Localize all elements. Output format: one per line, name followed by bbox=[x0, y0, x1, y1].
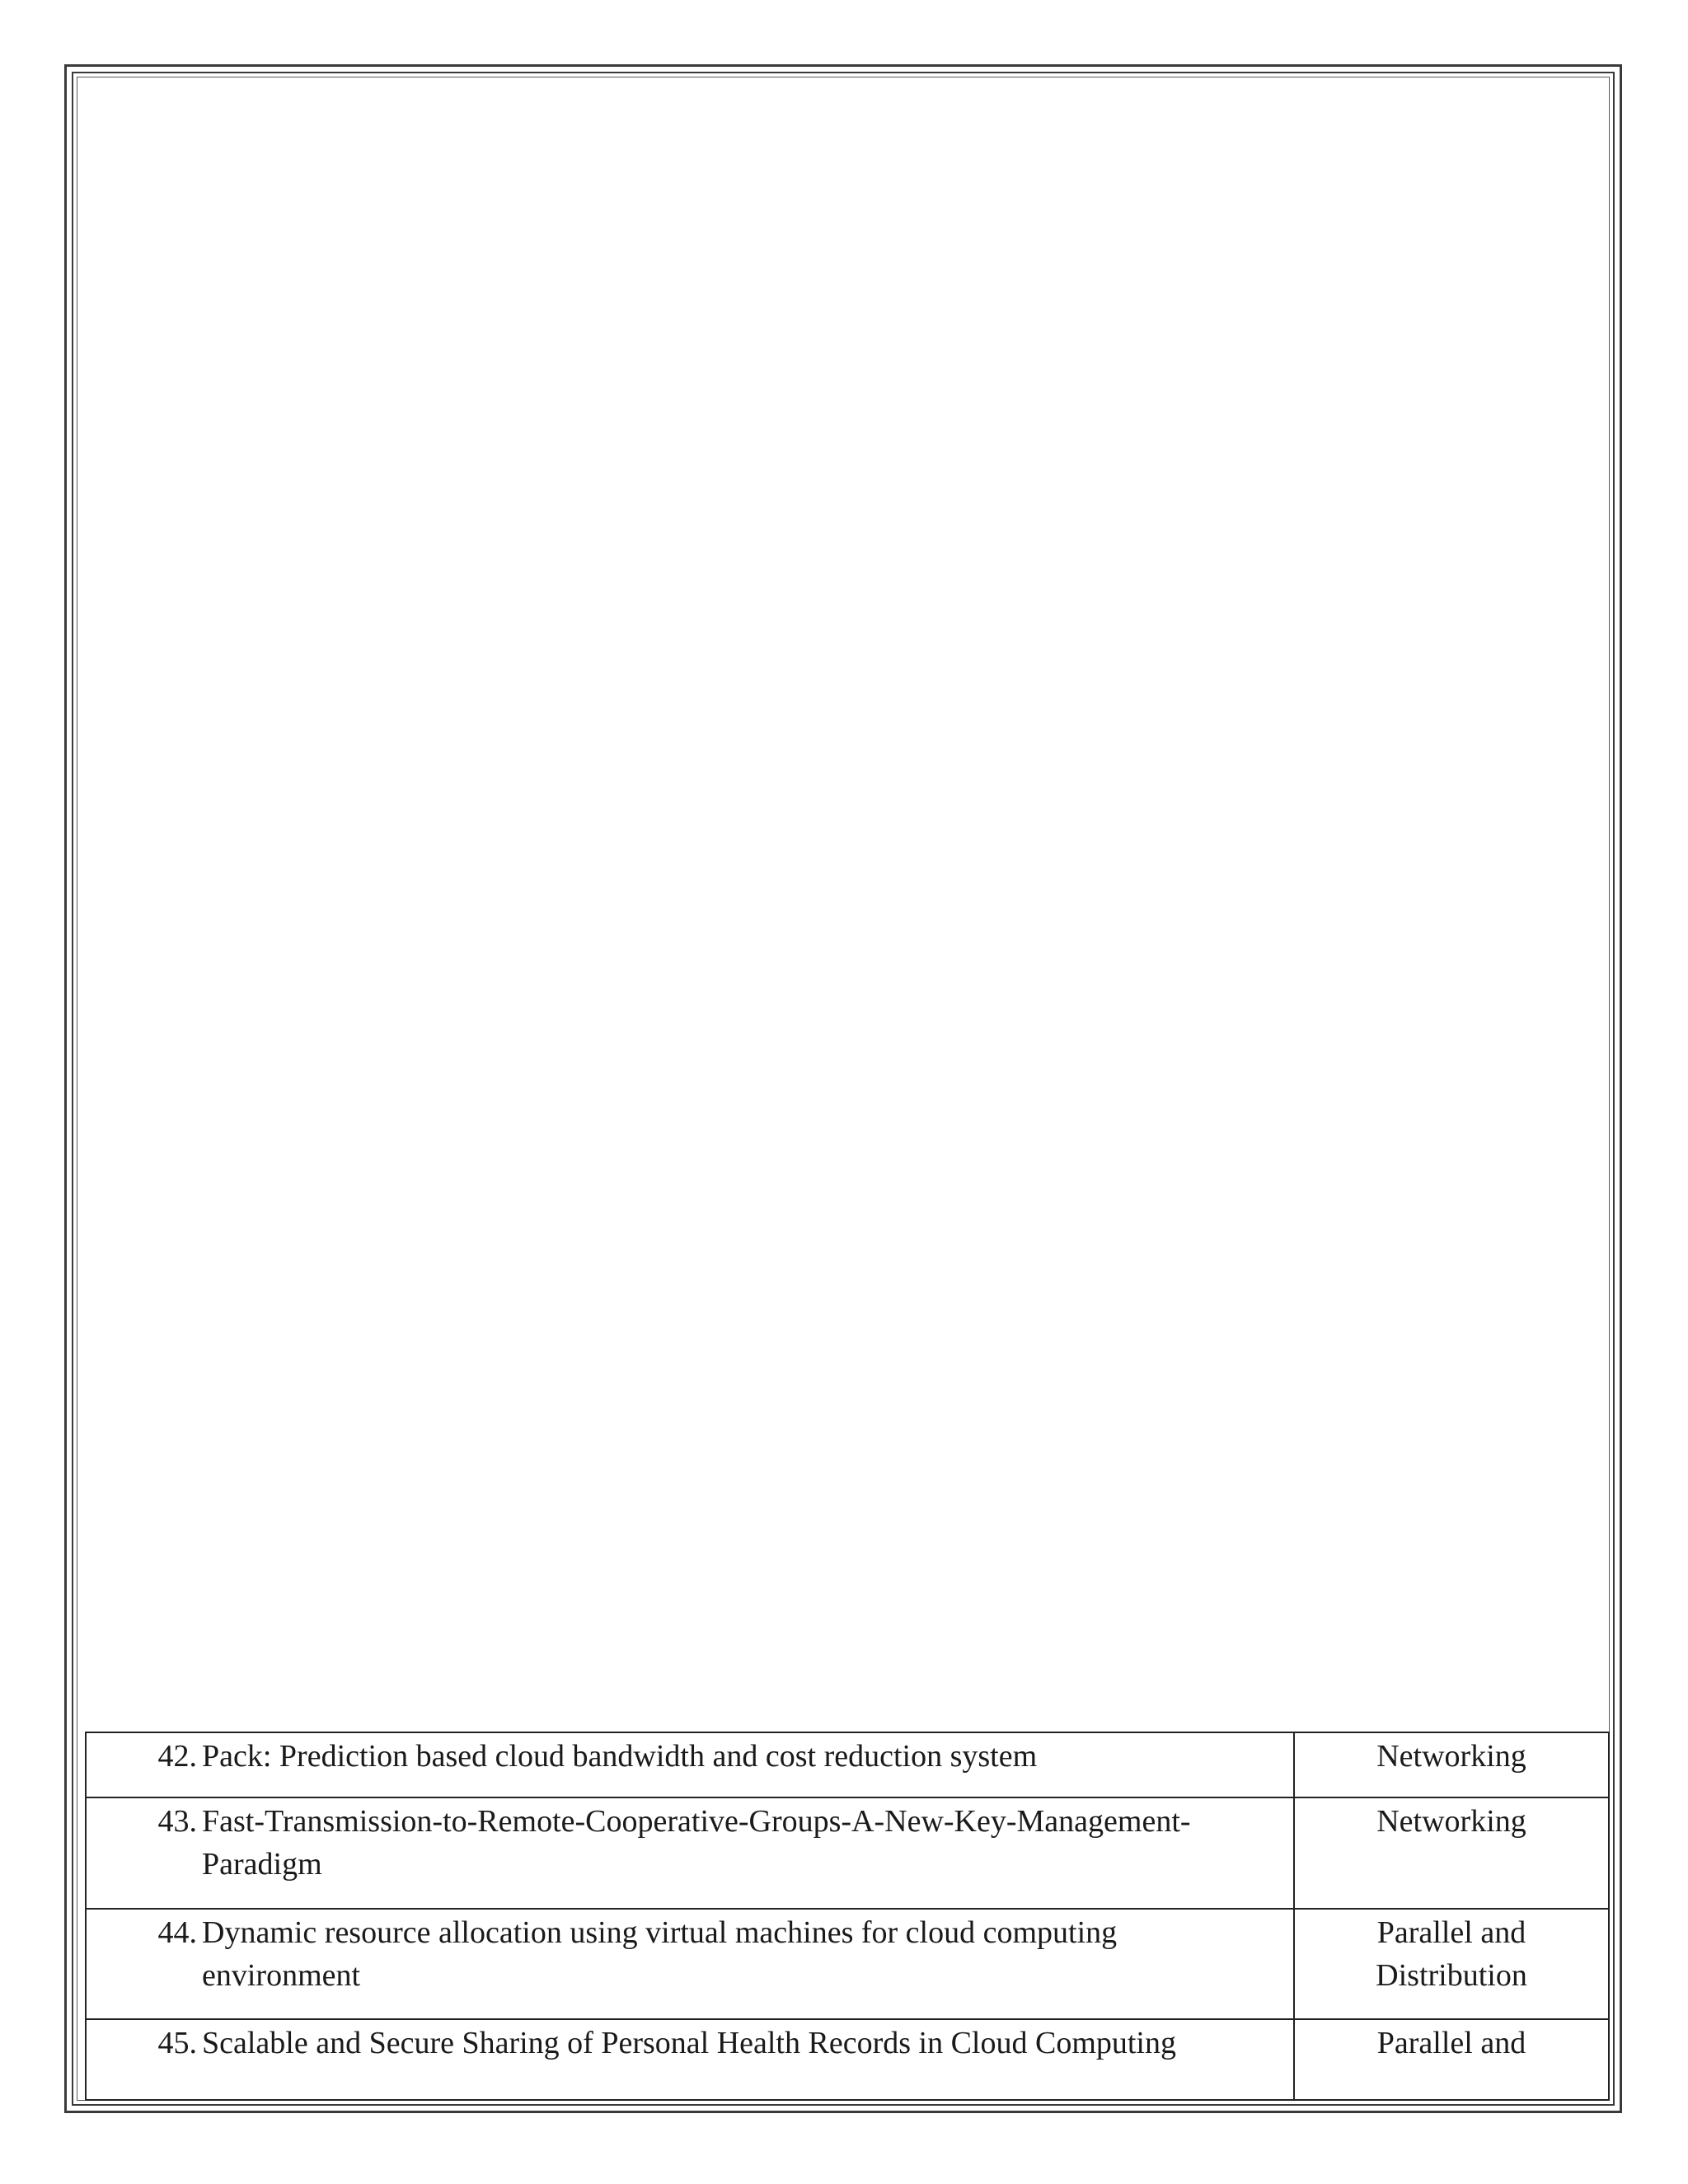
table-row bbox=[86, 1797, 1609, 1909]
topic-title-line: Paradigm bbox=[202, 1847, 322, 1882]
topic-area-cell bbox=[1294, 1797, 1609, 1909]
topic-area-line: Parallel and bbox=[1376, 2026, 1526, 2060]
table-row bbox=[86, 1732, 1609, 1797]
topic-area-cell bbox=[1294, 1732, 1609, 1797]
topic-title-line: Fast-Transmission-to-Remote-Cooperative-Groups-A-New-Key-Management- bbox=[202, 1804, 1191, 1839]
topic-number: 44. bbox=[157, 1915, 197, 1950]
topic-area-line: Distribution bbox=[1376, 1958, 1527, 1993]
topic-title bbox=[202, 1800, 1293, 1886]
topic-title bbox=[202, 1735, 1293, 1778]
topic-area-line: Networking bbox=[1376, 1739, 1526, 1774]
topic-title-line: environment bbox=[202, 1958, 361, 1993]
topic-area-line: Networking bbox=[1376, 1804, 1526, 1839]
topic-area-cell bbox=[1294, 1909, 1609, 2019]
topic-title-cell bbox=[86, 1732, 1294, 1797]
project-topics-table bbox=[85, 1732, 1610, 2101]
topic-title bbox=[202, 2022, 1293, 2064]
topic-title-cell bbox=[86, 1909, 1294, 2019]
topic-title-line: Scalable and Secure Sharing of Personal Health Records in Cloud Computing bbox=[202, 2026, 1176, 2060]
topic-number: 45. bbox=[157, 2026, 197, 2060]
topic-area-line: Parallel and bbox=[1376, 1915, 1526, 1950]
topic-title-line: Dynamic resource allocation using virtual machines for cloud computing bbox=[202, 1915, 1118, 1950]
topic-title-cell bbox=[86, 2019, 1294, 2100]
table-row bbox=[86, 2019, 1609, 2100]
topic-number: 42. bbox=[157, 1739, 197, 1774]
topic-title-cell bbox=[86, 1797, 1294, 1909]
topic-area-cell bbox=[1294, 2019, 1609, 2100]
table-row bbox=[86, 1909, 1609, 2019]
topic-title bbox=[202, 1911, 1293, 1997]
topic-title-line: Pack: Prediction based cloud bandwidth and cost reduction system bbox=[202, 1739, 1038, 1774]
topic-number: 43. bbox=[157, 1804, 197, 1839]
